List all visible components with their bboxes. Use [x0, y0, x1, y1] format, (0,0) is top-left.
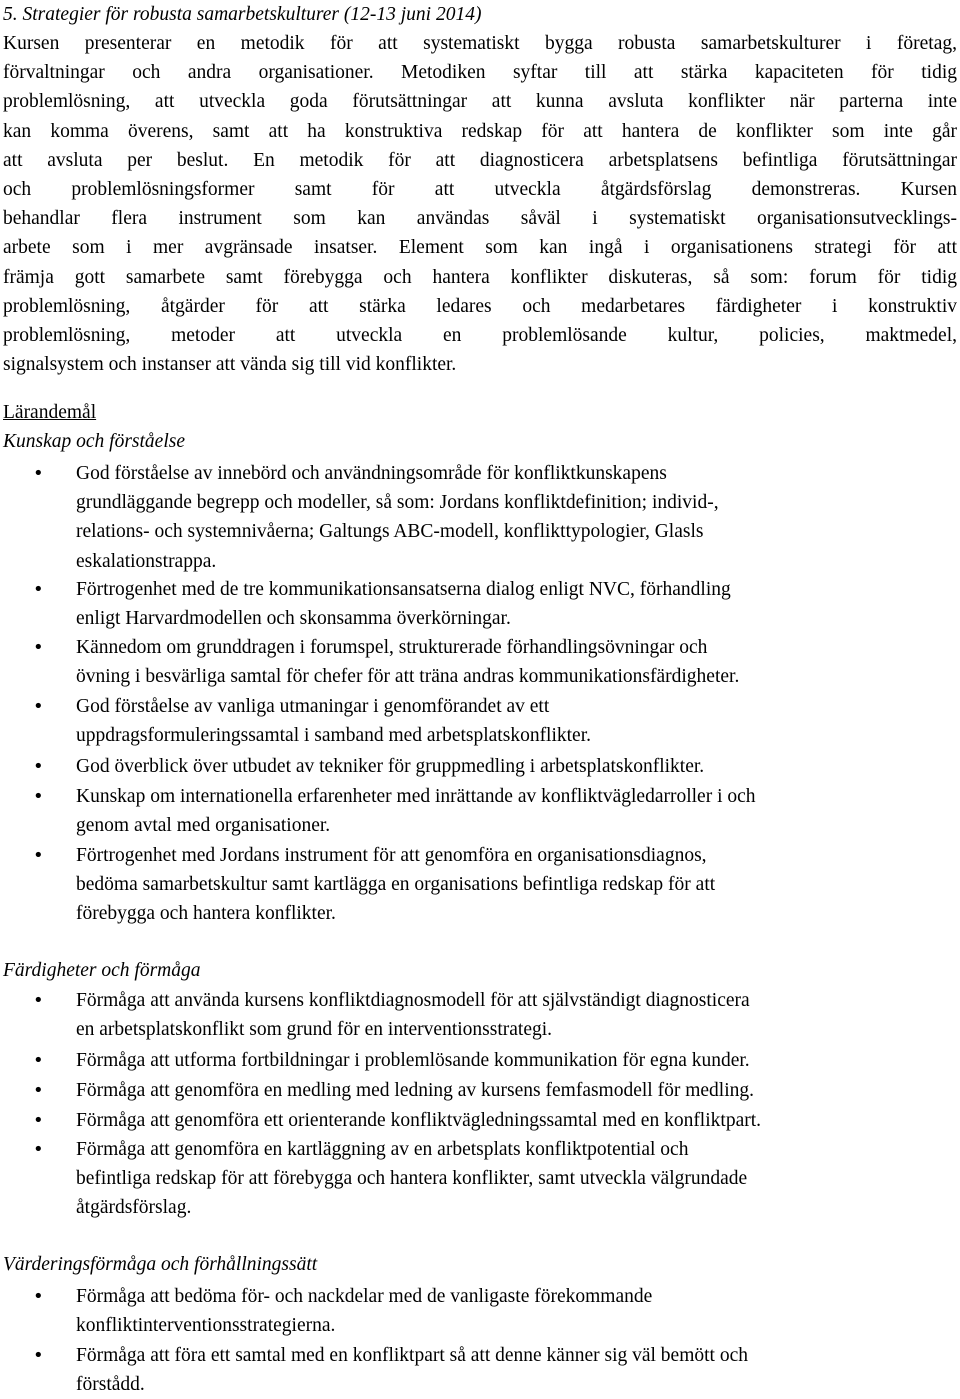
knowledge-list [3, 782, 957, 840]
intro-line: problemlösning, metoder att utveckla en problemlösande kultur, policies, maktmedel, [3, 324, 957, 346]
bullet-icon [33, 1106, 44, 1135]
intro-line: behandlar flera instrument som kan användas såväl i systematiskt organisationsutvecklings- [3, 208, 957, 230]
list-item [3, 575, 957, 633]
list-item-line: grundläggande begrepp och modeller, så som: Jordans konfliktdefinition; individ-, [76, 492, 719, 514]
bullet-icon [33, 633, 44, 662]
knowledge-list [3, 752, 957, 781]
intro-line: främja gott samarbete samt förebygga och hantera konflikter diskuteras, så som: forum för tidig [3, 266, 957, 288]
list-item [3, 633, 957, 691]
bullet-icon [33, 575, 44, 604]
list-item-line: Förtrogenhet med de tre kommunikationsansatserna dialog enligt NVC, förhandling [76, 579, 731, 600]
bullet-icon [33, 692, 44, 721]
intro-line: problemlösning, att utveckla goda förutsättningar att kunna avsluta konflikter när parterna inte [3, 91, 957, 113]
skills-list [3, 1046, 957, 1075]
bullet-icon [33, 782, 44, 811]
skills-list [3, 1076, 957, 1105]
knowledge-list [3, 692, 957, 750]
bullet-icon [33, 841, 44, 870]
values-list [3, 1282, 957, 1340]
list-item-line: uppdragsformuleringssamtal i samband med arbetsplatskonflikter. [76, 725, 592, 747]
skills-list [3, 1135, 957, 1223]
list-item-line: Förmåga att bedöma för- och nackdelar med de vanligaste förekommande [76, 1286, 653, 1307]
list-item-line: åtgärdsförslag. [76, 1197, 192, 1219]
list-item-line: Förmåga att föra ett samtal med en konfliktpart så att denne känner sig väl bemött och [76, 1345, 748, 1366]
intro-line: och problemlösningsformer samt för att utveckla åtgärdsförslag demonstreras. Kursen [3, 178, 957, 200]
list-item-line: bedöma samarbetskultur samt kartlägga en organisations befintliga redskap för att [76, 874, 716, 896]
bullet-icon [33, 986, 44, 1015]
list-item-line: enligt Harvardmodellen och skonsamma överkörningar. [76, 608, 511, 630]
values-heading: Värderingsförmåga och förhållningssätt [3, 1254, 318, 1275]
list-item-line: befintliga redskap för att förebygga och hantera konflikter, samt utveckla välgrundade [76, 1168, 748, 1190]
list-item [3, 841, 957, 929]
list-item [3, 692, 957, 750]
list-item-line: relations- och systemnivåerna; Galtungs ABC-modell, konflikttypologier, Glasls [76, 521, 704, 543]
knowledge-list [3, 575, 957, 633]
learning-goals-heading [3, 398, 957, 427]
list-item-line: God förståelse av innebörd och användningsområde för konfliktkunskapens [76, 463, 667, 484]
values-list [3, 1341, 957, 1399]
bullet-icon [33, 459, 44, 488]
intro-line: kan komma överens, samt att ha konstruktiva redskap för att hantera de konflikter som inte går [3, 120, 957, 142]
list-item-line: Kännedom om grunddragen i forumspel, strukturerade förhandlingsövningar och [76, 637, 708, 658]
knowledge-list [3, 633, 957, 691]
bullet-icon [33, 1341, 44, 1370]
list-item-line: Förmåga att utforma fortbildningar i problemlösande kommunikation för egna kunder. [76, 1050, 750, 1071]
list-item-line: God överblick över utbudet av tekniker för gruppmedling i arbetsplatskonflikter. [76, 756, 705, 777]
intro-paragraph [3, 29, 957, 379]
list-item [3, 1135, 957, 1223]
bullet-icon [33, 752, 44, 781]
list-item-line: en arbetsplatskonflikt som grund för en interventionsstrategi. [76, 1019, 553, 1041]
learning-goals-heading-text: Lärandemål [3, 402, 97, 423]
intro-line: signalsystem och instanser att vända sig till vid konflikter. [3, 354, 457, 376]
skills-heading: Färdigheter och förmåga [3, 960, 201, 981]
list-item-line: förebygga och hantera konflikter. [76, 903, 336, 925]
knowledge-list [3, 841, 957, 929]
intro-line: problemlösning, åtgärder för att stärka ledares och medarbetares färdigheter i konstruktiv [3, 295, 957, 317]
intro-line: Kursen presenterar en metodik för att systematiskt bygga robusta samarbetskulturer i företag, [3, 33, 957, 54]
bullet-icon [33, 1076, 44, 1105]
list-item-line: Förmåga att genomföra en kartläggning av en arbetsplats konfliktpotential och [76, 1139, 689, 1160]
list-item [3, 1282, 957, 1340]
list-item [3, 986, 957, 1044]
bullet-icon [33, 1282, 44, 1311]
list-item [3, 782, 957, 840]
intro-line: att avsluta per beslut. En metodik för att diagnosticera arbetsplatsens befintliga förutsättningar [3, 149, 957, 171]
list-item-line: Kunskap om internationella erfarenheter med inrättande av konfliktvägledarroller i och [76, 786, 756, 807]
list-item [3, 1076, 957, 1105]
list-item-line: Förtrogenhet med Jordans instrument för att genomföra en organisationsdiagnos, [76, 845, 707, 866]
list-item-line: förstådd. [76, 1374, 145, 1396]
list-item [3, 459, 957, 576]
list-item-line: Förmåga att genomföra en medling med ledning av kursens femfasmodell för medling. [76, 1080, 754, 1101]
list-item-line: konfliktinterventionsstrategierna. [76, 1315, 336, 1337]
list-item-line: Förmåga att använda kursens konfliktdiagnosmodell för att självständigt diagnosticera [76, 990, 750, 1011]
list-item [3, 1106, 957, 1135]
list-item-line: Förmåga att genomföra ett orienterande konfliktvägledningssamtal med en konfliktpart. [76, 1110, 762, 1131]
list-item [3, 1046, 957, 1075]
list-item-line: genom avtal med organisationer. [76, 815, 331, 837]
list-item [3, 1341, 957, 1399]
intro-line: arbete som i mer avgränsade insatser. Element som kan ingå i organisationens strategi för att [3, 237, 957, 259]
skills-list [3, 986, 957, 1044]
list-item-line: God förståelse av vanliga utmaningar i genomförandet av ett [76, 696, 550, 717]
intro-line: förvaltningar och andra organisationer. Metodiken syftar till att stärka kapaciteten för tidig [3, 62, 957, 84]
knowledge-heading: Kunskap och förståelse [3, 431, 185, 452]
section-title: 5. Strategier för robusta samarbetskulturer (12-13 juni 2014) [3, 4, 482, 25]
bullet-icon [33, 1135, 44, 1164]
list-item-line: övning i besvärliga samtal för chefer för att träna andras kommunikationsfärdigheter. [76, 666, 740, 688]
bullet-icon [33, 1046, 44, 1075]
list-item [3, 752, 957, 781]
knowledge-list [3, 459, 957, 576]
list-item-line: eskalationstrappa. [76, 550, 217, 572]
skills-list [3, 1106, 957, 1135]
